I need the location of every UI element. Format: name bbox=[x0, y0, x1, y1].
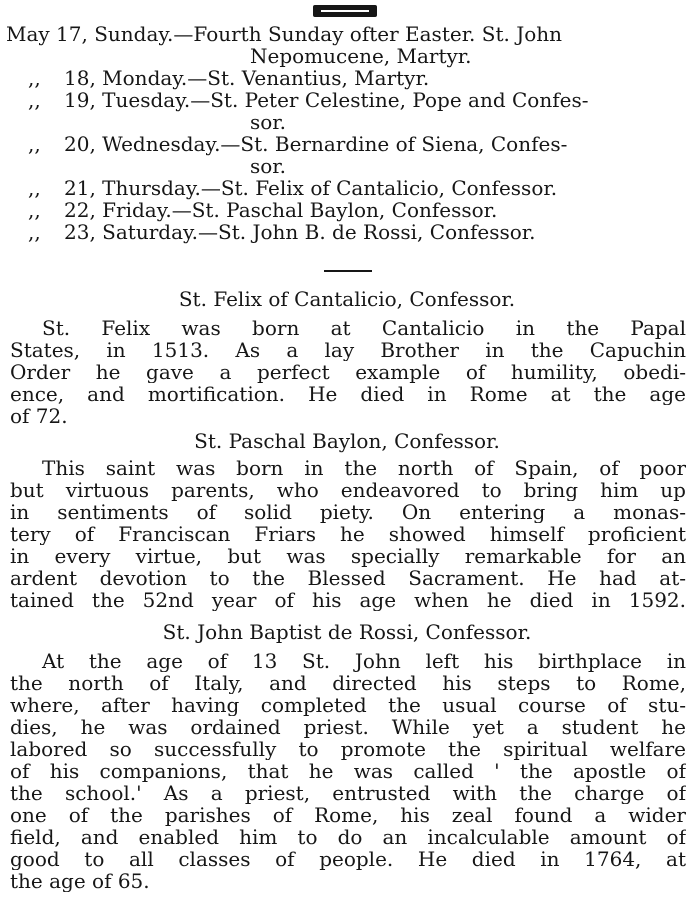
calendar-entry: May 17, Sunday.—Fourth Sunday ofter Easter. St. John bbox=[6, 22, 563, 46]
calendar-row bbox=[6, 177, 690, 199]
text-line: field, and enabled him to do an incalculable amount of bbox=[10, 826, 686, 848]
calendar-entry: 21, Thursday.—St. Felix of Cantalicio, Confessor. bbox=[64, 176, 558, 200]
text-line: tained the 52nd year of his age when he died in 1592. bbox=[10, 589, 686, 611]
text-line: labored so successfully to promote the spiritual welfare bbox=[10, 738, 686, 760]
calendar-row bbox=[6, 199, 690, 221]
text-line: of his companions, that he was called ' the apostle of bbox=[10, 760, 686, 782]
text-line: dies, he was ordained priest. While yet a student he bbox=[10, 716, 686, 738]
calendar-entry: 18, Monday.—St. Venantius, Martyr. bbox=[64, 66, 430, 90]
calendar-row bbox=[6, 23, 690, 45]
text-line: the school.' As a priest, entrusted with the charge of bbox=[10, 782, 686, 804]
text-line: the age of 65. bbox=[10, 870, 150, 892]
calendar-row bbox=[6, 133, 690, 155]
section-body bbox=[10, 457, 686, 611]
calendar-continuation bbox=[6, 111, 690, 133]
section-body bbox=[10, 317, 686, 427]
text-line: States, in 1513. As a lay Brother in the Capuchin bbox=[10, 339, 686, 361]
ditto-mark: ,, bbox=[28, 132, 41, 156]
calendar-continuation-text: sor. bbox=[250, 110, 287, 134]
text-line: ence, and mortification. He died in Rome at the age bbox=[10, 383, 686, 405]
text-line: ardent devotion to the Blessed Sacrament. He had at- bbox=[10, 567, 686, 589]
ditto-mark: ,, bbox=[28, 176, 41, 200]
text-line: tery of Franciscan Friars he showed himself proficient bbox=[10, 523, 686, 545]
ditto-mark: ,, bbox=[28, 220, 41, 244]
text-line: in sentiments of solid piety. On entering a monas- bbox=[10, 501, 686, 523]
ditto-mark: ,, bbox=[28, 66, 41, 90]
calendar-continuation-text: sor. bbox=[250, 154, 287, 178]
calendar-entry: 20, Wednesday.—St. Bernardine of Siena, Confes- bbox=[64, 132, 568, 156]
text-line: of 72. bbox=[10, 405, 68, 427]
section-title: St. Paschal Baylon, Confessor. bbox=[194, 429, 500, 453]
ditto-mark: ,, bbox=[28, 88, 41, 112]
calendar-row bbox=[6, 67, 690, 89]
text-line: but virtuous parents, who endeavored to bring him up bbox=[10, 479, 686, 501]
calendar-row bbox=[6, 221, 690, 243]
text-line: the north of Italy, and directed his steps to Rome, bbox=[10, 672, 686, 694]
section-divider bbox=[324, 270, 372, 272]
calendar-entry: 23, Saturday.—St. John B. de Rossi, Confessor. bbox=[64, 220, 536, 244]
feast-calendar bbox=[6, 23, 690, 243]
text-line: good to all classes of people. He died in 1764, at bbox=[10, 848, 686, 870]
section-body bbox=[10, 650, 686, 892]
calendar-row bbox=[6, 89, 690, 111]
text-line: St. Felix was born at Cantalicio in the Papal bbox=[42, 317, 686, 339]
text-line: Order he gave a perfect example of humility, obedi- bbox=[10, 361, 686, 383]
ornament-dingbat bbox=[313, 5, 377, 17]
calendar-entry: 22, Friday.—St. Paschal Baylon, Confessor. bbox=[64, 198, 498, 222]
text-line: in every virtue, but was specially remarkable for an bbox=[10, 545, 686, 567]
calendar-continuation bbox=[6, 155, 690, 177]
text-line: where, after having completed the usual course of stu- bbox=[10, 694, 686, 716]
calendar-continuation-text: Nepomucene, Martyr. bbox=[250, 44, 472, 68]
section-title: St. John Baptist de Rossi, Confessor. bbox=[162, 620, 532, 644]
calendar-continuation bbox=[6, 45, 690, 67]
text-line: At the age of 13 St. John left his birthplace in bbox=[42, 650, 686, 672]
calendar-entry: 19, Tuesday.—St. Peter Celestine, Pope and Confes- bbox=[64, 88, 589, 112]
section-title: St. Felix of Cantalicio, Confessor. bbox=[178, 287, 516, 311]
ditto-mark: ,, bbox=[28, 198, 41, 222]
text-line: This saint was born in the north of Spain, of poor bbox=[42, 457, 686, 479]
text-line: one of the parishes of Rome, his zeal found a wider bbox=[10, 804, 686, 826]
